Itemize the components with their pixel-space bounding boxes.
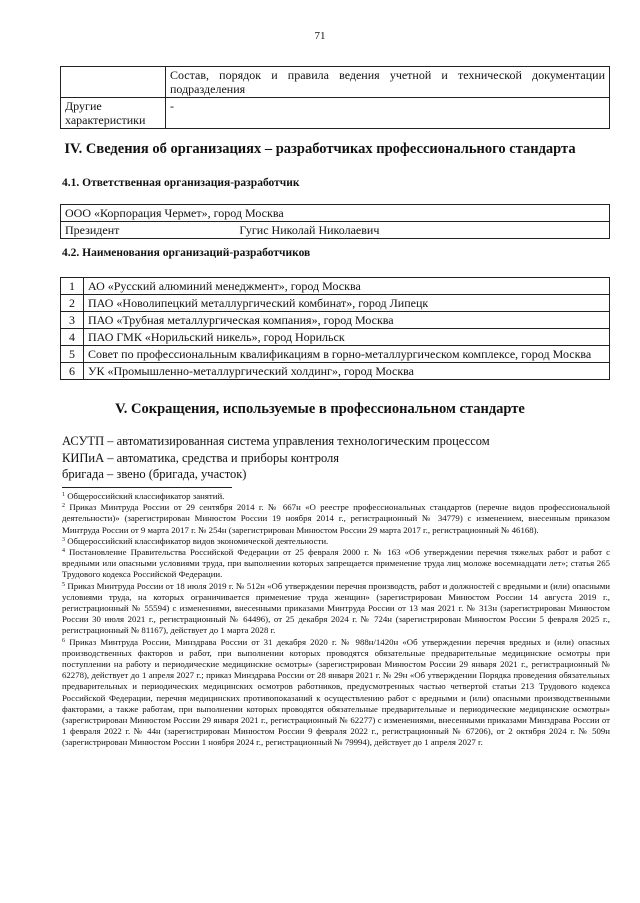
- table-row: [61, 329, 610, 346]
- org-number: 1: [61, 278, 84, 295]
- org-number: 6: [61, 363, 84, 380]
- footnote: [62, 547, 610, 581]
- footnote-text: Общероссийский классификатор видов экономической деятельности.: [67, 535, 329, 546]
- table-row: [61, 98, 610, 129]
- footnote-text: Приказ Минтруда России от 18 июля 2019 г. № 512н «Об утверждении перечня производств, работ и должностей с вредными и (или) опасными условиями труда, на которых ограничивается применение труда женщин» (зарегистрирован Минюстом России 14 августа 2019 г., регистрационный № 55594) с изменениями, внесенными приказами Минтруда России от 13 мая 2021 г. № 313н (зарегистрирован Минюстом России 30 июля 2021 г., регистрационный № 64496), от 25 декабря 2024 г. № 724н (зарегистрирован Минюстом России 5 февраля 2025 г., регистрационный № 81167), действует до 1 марта 2028 г.: [62, 580, 610, 636]
- responsible-org-table: [60, 204, 610, 239]
- org-name: ПАО «Новолипецкий металлургический комбинат», город Липецк: [84, 295, 610, 312]
- footnote: [62, 491, 610, 502]
- org-number: 5: [61, 346, 84, 363]
- table-row: [61, 295, 610, 312]
- footnote-text: Постановление Правительства Российской Федерации от 25 февраля 2000 г. № 163 «Об утверждении перечня тяжелых работ и работ с вредными или опасными условиями труда, при выполнении которых запрещается применение труда лиц моложе восемнадцати лет»; статья 265 Трудового кодекса Российской Федерации.: [62, 547, 610, 580]
- footnote-mark: 4: [62, 548, 65, 555]
- abbreviation-item: КИПиА – автоматика, средства и приборы контроля: [62, 450, 340, 465]
- org-number: 3: [61, 312, 84, 329]
- table-row: [61, 67, 610, 98]
- president-name: Гугис Николай Николаевич: [239, 223, 380, 237]
- president-row: [61, 222, 610, 239]
- characteristics-table: [60, 66, 610, 129]
- org-name: ПАО «Трубная металлургическая компания», город Москва: [84, 312, 610, 329]
- table-row: [61, 205, 610, 222]
- president-label: Президент: [65, 223, 120, 237]
- other-characteristics-label: Другие характеристики: [61, 98, 166, 129]
- footnote-text: Общероссийский классификатор занятий.: [67, 491, 225, 501]
- footnote-text: Приказ Минтруда России, Минздрава России от 31 декабря 2020 г. № 988н/1420н «Об утверждении перечня вредных и (или) опасных производственных факторов и работ, при выполнении которых проводятся обязательные предварительные медицинские осмотры при поступлении на работу и периодические медицинские осмотры» (зарегистрирован Минюстом России 29 января 2021 г., регистрационный № 62278), действует до 1 апреля 2027 г.; приказ Минздрава России от 28 января 2021 г. № 29н «Об утверждении Порядка проведения обязательных предварительных и периодических медицинских осмотров работников, предусмотренных частью четвертой статьи 213 Трудового кодекса Российской Федерации, перечня медицинских противопоказаний к осуществлению работ с вредными и (или) опасными производственными факторами, а также работам, при выполнении которых проводятся обязательные предварительные и периодические медицинские осмотры» (зарегистрирован Минюстом России 29 января 2021 г., регистрационный № 62277) с изменениями, внесенными приказами Минздрава России от 1 февраля 2022 г. № 44н (зарегистрирован Минюстом России 9 февраля 2022 г., регистрационный № 67206), от 2 октября 2024 г. № 509н (зарегистрирован Минюстом России 1 ноября 2024 г., регистрационный № 79994), действует до 1 апреля 2027 г.: [62, 636, 611, 748]
- table-row: [61, 278, 610, 295]
- footnote-mark: 3: [62, 536, 65, 543]
- org-name: ООО «Корпорация Чермет», город Москва: [61, 205, 610, 222]
- footnote-mark: 1: [62, 492, 65, 498]
- org-number: 2: [61, 295, 84, 312]
- table-cell-documentation: Состав, порядок и правила ведения учетной и технической документации подразделения: [166, 67, 610, 98]
- section-4-title: IV. Сведения об организациях – разработчиках профессионального стандарта: [64, 141, 576, 157]
- abbreviations-list: [62, 433, 490, 483]
- org-name: АО «Русский алюминий менеджмент», город Москва: [84, 278, 610, 295]
- footnote-text: Приказ Минтруда России от 29 сентября 2014 г. № 667н «О реестре профессиональных стандартов (перечне видов профессиональной деятельности)» (зарегистрирован Минюстом России 19 ноября 2014 г., регистрационный № 34779) с изменением, внесенным приказом Минтруда России от 9 марта 2017 г. № 254н (зарегистрирован Минюстом России 29 марта 2017 г., регистрационный № 46168).: [62, 502, 611, 535]
- footnote-mark: 5: [62, 581, 65, 588]
- table-row: [61, 222, 610, 239]
- table-row: [61, 346, 610, 363]
- org-name: ПАО ГМК «Норильский никель», город Норильск: [84, 329, 610, 346]
- developer-orgs-table: [60, 277, 610, 380]
- footnote: [62, 502, 610, 536]
- org-name: Совет по профессиональным квалификациям в горно-металлургическом комплексе, город Москва: [84, 346, 610, 363]
- abbreviation-item: АСУТП – автоматизированная система управления технологическим процессом: [62, 434, 490, 448]
- footnote: [62, 536, 610, 547]
- org-name: УК «Промышленно-металлургический холдинг», город Москва: [84, 363, 610, 380]
- table-row: [61, 363, 610, 380]
- section-4-2-title: 4.2. Наименования организаций-разработчиков: [62, 247, 311, 259]
- footnote: [62, 637, 610, 749]
- footnotes: [62, 491, 610, 749]
- other-characteristics-value: -: [166, 98, 610, 129]
- abbreviation-item: бригада – звено (бригада, участок): [62, 467, 247, 481]
- org-number: 4: [61, 329, 84, 346]
- footnote-mark: 2: [62, 503, 65, 510]
- footnote: [62, 581, 610, 637]
- footnote-mark: 6: [62, 637, 65, 644]
- section-5-title: V. Сокращения, используемые в профессиональном стандарте: [115, 401, 525, 417]
- section-4-1-title: 4.1. Ответственная организация-разработчик: [62, 177, 300, 189]
- table-cell-empty: [61, 67, 166, 98]
- table-row: [61, 312, 610, 329]
- footnote-divider: [62, 487, 232, 488]
- page-number: 71: [314, 30, 326, 42]
